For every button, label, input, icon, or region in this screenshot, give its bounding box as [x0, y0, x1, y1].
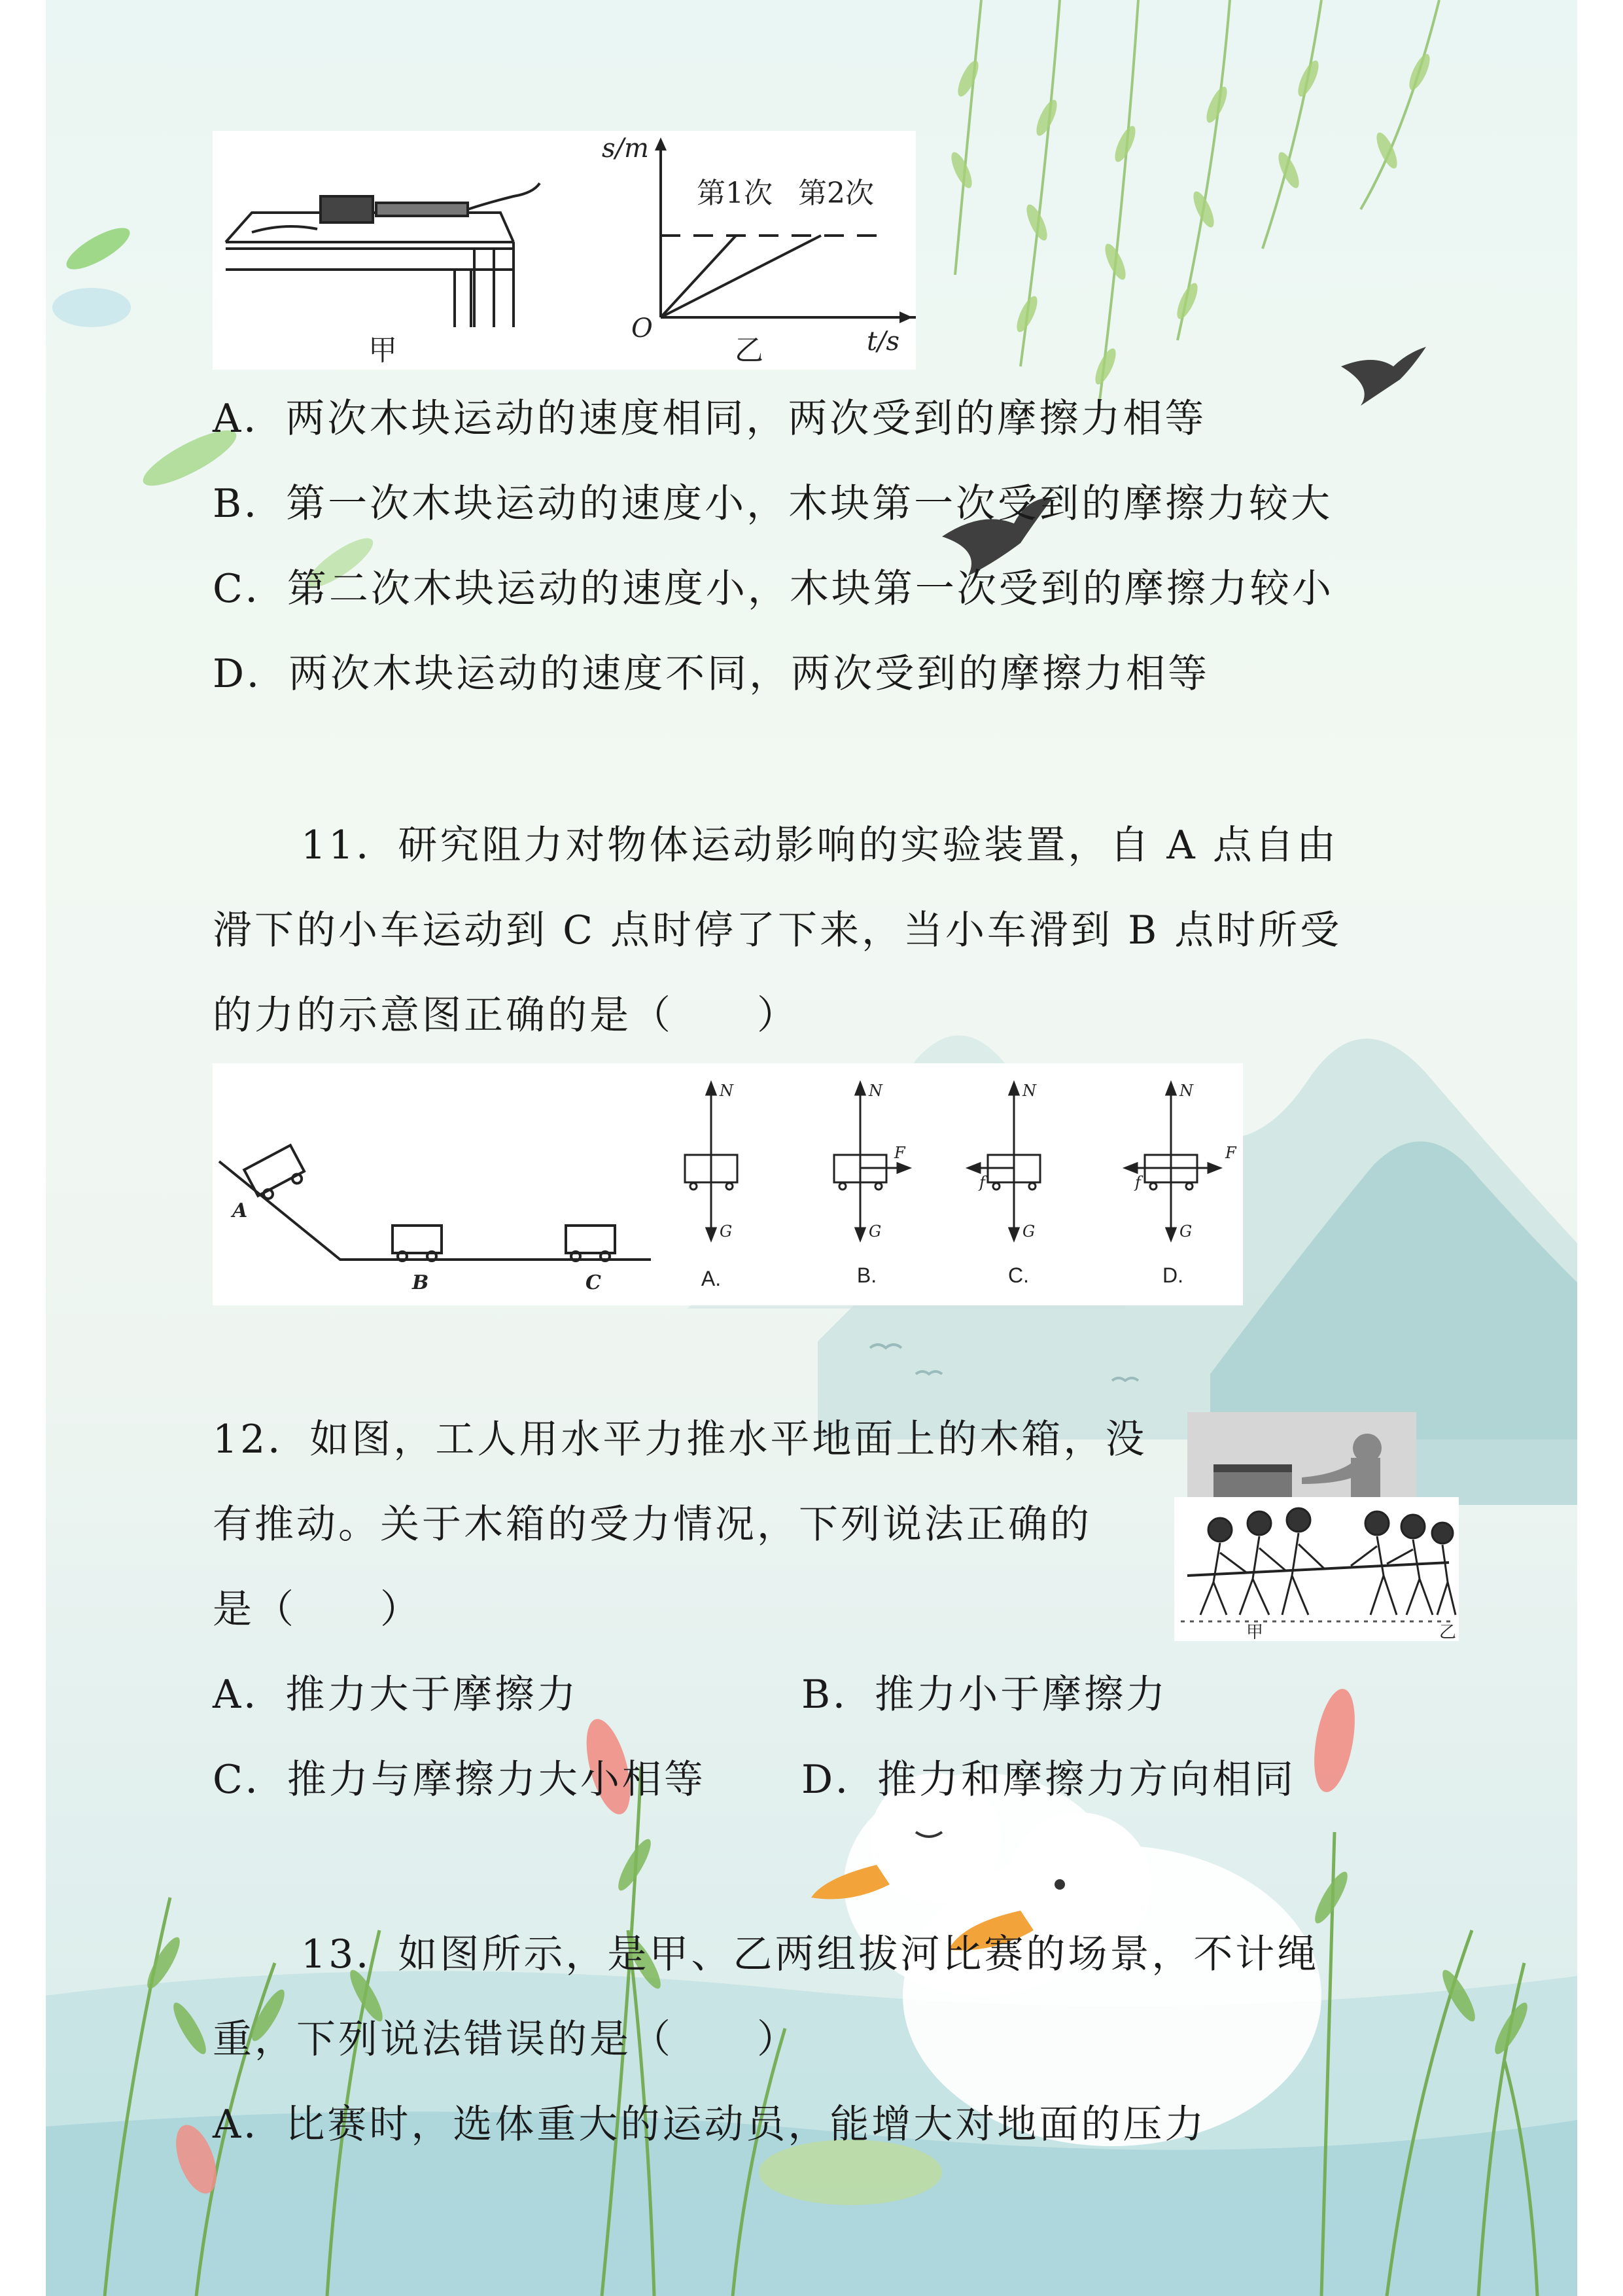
slope-track [219, 1145, 651, 1261]
point-b-label: B [412, 1271, 429, 1294]
label-jia: 甲 [368, 334, 397, 367]
choice-label-a: A. [701, 1267, 722, 1290]
choice-label-d: D. [1162, 1263, 1183, 1287]
axis-x-label: t/s [867, 327, 900, 357]
force-g-a: G [720, 1222, 733, 1241]
label-yi: 乙 [735, 334, 763, 367]
right-margin-strip [1577, 0, 1623, 2296]
force-n-c: N [1022, 1082, 1036, 1100]
q12-option-d: D．推力和摩擦力方向相同 [801, 1757, 1297, 1803]
line-second-run [661, 236, 821, 317]
q11-stem-line-3: 的力的示意图正确的是（ ） [213, 993, 799, 1038]
q12-option-b: B．推力小于摩擦力 [801, 1672, 1168, 1718]
line-first-run [661, 236, 736, 317]
q11-stem-line-2: 滑下的小车运动到 C 点时停了下来，当小车滑到 B 点时所受 [213, 908, 1342, 953]
point-c-label: C [585, 1271, 601, 1294]
q12-stem-line-1: 12．如图，工人用水平力推水平地面上的木箱，没 [213, 1417, 1147, 1462]
q13-stem-line-1: 13．如图所示，是甲、乙两组拔河比赛的场景，不计绳 [301, 1932, 1319, 1977]
q12-stem-line-2: 有推动。关于木箱的受力情况，下列说法正确的 [213, 1502, 1092, 1547]
force-g-b: G [869, 1222, 882, 1241]
choice-label-b: B. [856, 1263, 877, 1287]
force-f-small-d: f [1135, 1173, 1141, 1192]
origin-label: O [631, 313, 653, 344]
q10-option-a: A．两次木块运动的速度相同，两次受到的摩擦力相等 [213, 396, 1207, 442]
force-g-d: G [1179, 1222, 1193, 1241]
q12-stem-line-3: 是（ ） [213, 1587, 422, 1633]
q13-stem-line-2: 重，下列说法错误的是（ ） [213, 2017, 799, 2062]
force-diagram-d [1125, 1083, 1220, 1240]
q13-figure-tug-of-war [1174, 1497, 1459, 1641]
force-diagram-a [685, 1083, 737, 1240]
force-f-c: f [979, 1173, 985, 1192]
force-g-c: G [1022, 1222, 1036, 1241]
left-margin-strip [0, 0, 46, 2296]
q13-option-a: A．比赛时，选体重大的运动员，能增大对地面的压力 [213, 2102, 1207, 2147]
point-a-label: A [232, 1199, 248, 1222]
s-t-graph [655, 137, 916, 323]
choice-label-c: C. [1008, 1263, 1029, 1287]
force-n-d: N [1179, 1082, 1193, 1100]
force-f-big-d: F [1225, 1144, 1236, 1162]
legend-second-run: 第2次 [798, 177, 874, 210]
tug-label-yi: 乙 [1439, 1623, 1457, 1641]
q11-stem-line-1: 11．研究阻力对物体运动影响的实验装置，自 A 点自由 [301, 822, 1338, 868]
q12-option-c: C．推力与摩擦力大小相等 [213, 1757, 706, 1803]
force-diagram-c [968, 1083, 1040, 1240]
table-illustration [226, 183, 540, 327]
q10-figure [213, 131, 916, 370]
q10-option-b: B．第一次木块运动的速度小，木块第一次受到的摩擦力较大 [213, 481, 1333, 527]
tug-label-jia: 甲 [1246, 1623, 1264, 1641]
force-n-a: N [720, 1082, 733, 1100]
force-f-b: F [894, 1144, 905, 1162]
q12-option-a: A．推力大于摩擦力 [213, 1672, 579, 1718]
q11-figure [213, 1063, 1243, 1305]
axis-y-label: s/m [602, 133, 649, 164]
force-n-b: N [869, 1082, 882, 1100]
legend-first-run: 第1次 [697, 177, 773, 210]
q10-option-d: D．两次木块运动的速度不同，两次受到的摩擦力相等 [213, 651, 1210, 697]
q10-option-c: C．第二次木块运动的速度小，木块第一次受到的摩擦力较小 [213, 566, 1334, 612]
q12-figure-worker [1187, 1412, 1416, 1504]
